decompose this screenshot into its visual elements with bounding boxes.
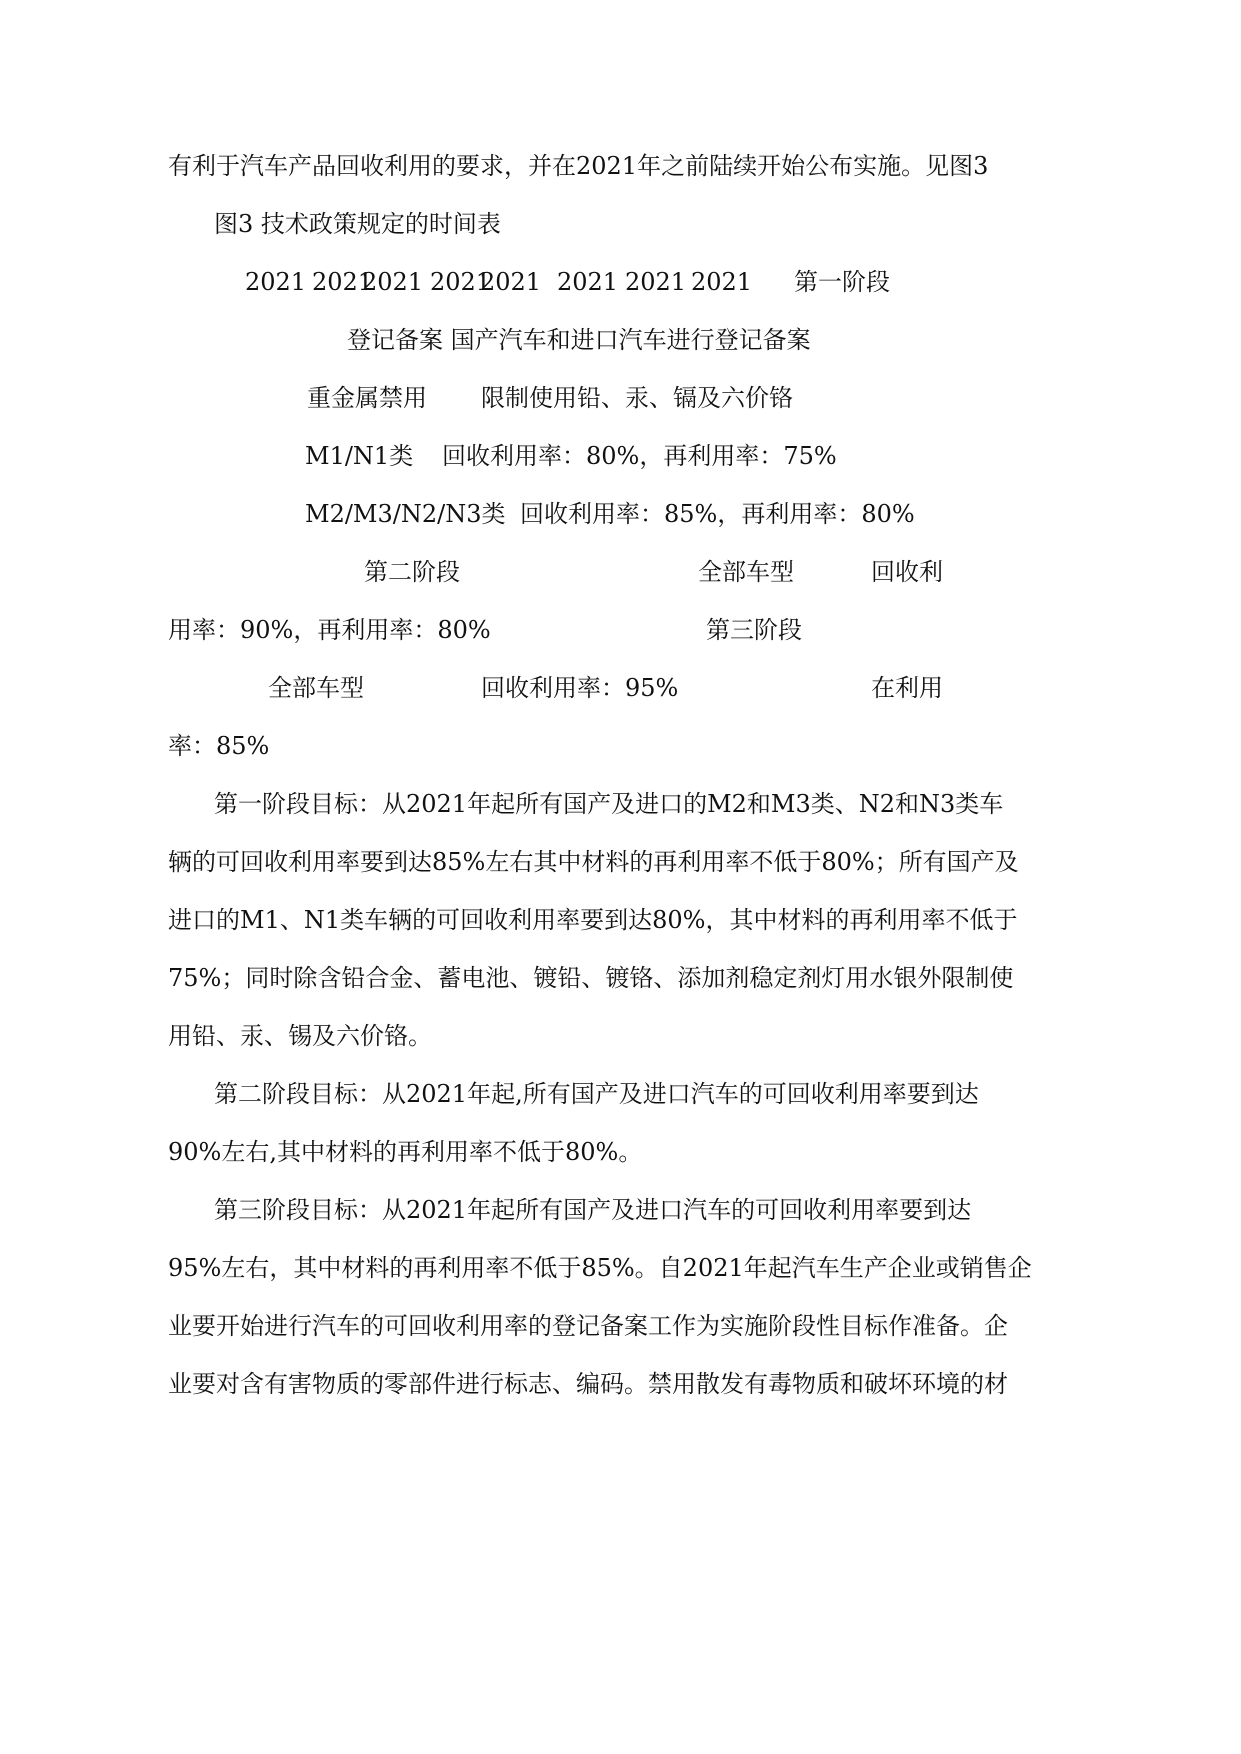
paragraph-line: 用铅、汞、锡及六价铬。 (168, 1022, 432, 1050)
timeline-year: 2021 (245, 268, 307, 296)
timeline-year: 2021 (362, 268, 424, 296)
paragraph-line: 进口的M1、N1类车辆的可回收利用率要到达80%，其中材料的再利用率不低于 (168, 906, 1018, 934)
paragraph-line: 第二阶段目标：从2021年起,所有国产及进口汽车的可回收利用率要到达 (214, 1080, 979, 1108)
stage3-label: 第三阶段 (706, 616, 802, 644)
stage2-label: 第二阶段 (364, 558, 460, 586)
timeline-year: 2021 (480, 268, 542, 296)
intro-line: 有利于汽车产品回收利用的要求，并在2021年之前陆续开始公布实施。见图3 (168, 152, 989, 180)
stage2-rate-start: 回收利 (871, 558, 943, 586)
heavy-metal-value: 限制使用铅、汞、镉及六价铬 (481, 384, 793, 412)
paragraph-line: 95%左右，其中材料的再利用率不低于85%。自2021年起汽车生产企业或销售企 (168, 1254, 1032, 1282)
timeline-stage1-label: 第一阶段 (794, 268, 890, 296)
stage2-vehicles: 全部车型 (698, 558, 794, 586)
paragraph-line: 第三阶段目标：从2021年起所有国产及进口汽车的可回收利用率要到达 (214, 1196, 972, 1224)
m2-label: M2/M3/N2/N3类 (305, 500, 506, 528)
stage2-rate-end: 用率：90%，再利用率：80% (168, 616, 491, 644)
m1n1-value: 回收利用率：80%，再利用率：75% (442, 442, 837, 470)
timeline-year: 2021 (312, 268, 374, 296)
heavy-metal-label: 重金属禁用 (307, 384, 427, 412)
stage3-reuse-end: 率：85% (168, 732, 270, 760)
paragraph-line: 90%左右,其中材料的再利用率不低于80%。 (168, 1138, 643, 1166)
timeline-year: 2021 (691, 268, 753, 296)
stage3-vehicles: 全部车型 (268, 674, 364, 702)
paragraph-line: 第一阶段目标：从2021年起所有国产及进口的M2和M3类、N2和N3类车 (214, 790, 1004, 818)
figure-caption: 图3 技术政策规定的时间表 (214, 210, 501, 238)
m2-value: 回收利用率：85%，再利用率：80% (520, 500, 915, 528)
stage3-recovery: 回收利用率：95% (481, 674, 679, 702)
paragraph-line: 业要对含有害物质的零部件进行标志、编码。禁用散发有毒物质和破坏环境的材 (168, 1370, 1008, 1398)
timeline-year: 2021 (557, 268, 619, 296)
stage3-reuse-start: 在利用 (871, 674, 943, 702)
paragraph-line: 辆的可回收利用率要到达85%左右其中材料的再利用率不低于80%；所有国产及 (168, 848, 1019, 876)
timeline-year: 2021 (430, 268, 492, 296)
paragraph-line: 75%；同时除含铅合金、蓄电池、镀铅、镀铬、添加剂稳定剂灯用水银外限制使 (168, 964, 1014, 992)
register-row: 登记备案 国产汽车和进口汽车进行登记备案 (347, 326, 811, 354)
timeline-year: 2021 (625, 268, 687, 296)
paragraph-line: 业要开始进行汽车的可回收利用率的登记备案工作为实施阶段性目标作准备。企 (168, 1312, 1008, 1340)
m1n1-label: M1/N1类 (305, 442, 414, 470)
